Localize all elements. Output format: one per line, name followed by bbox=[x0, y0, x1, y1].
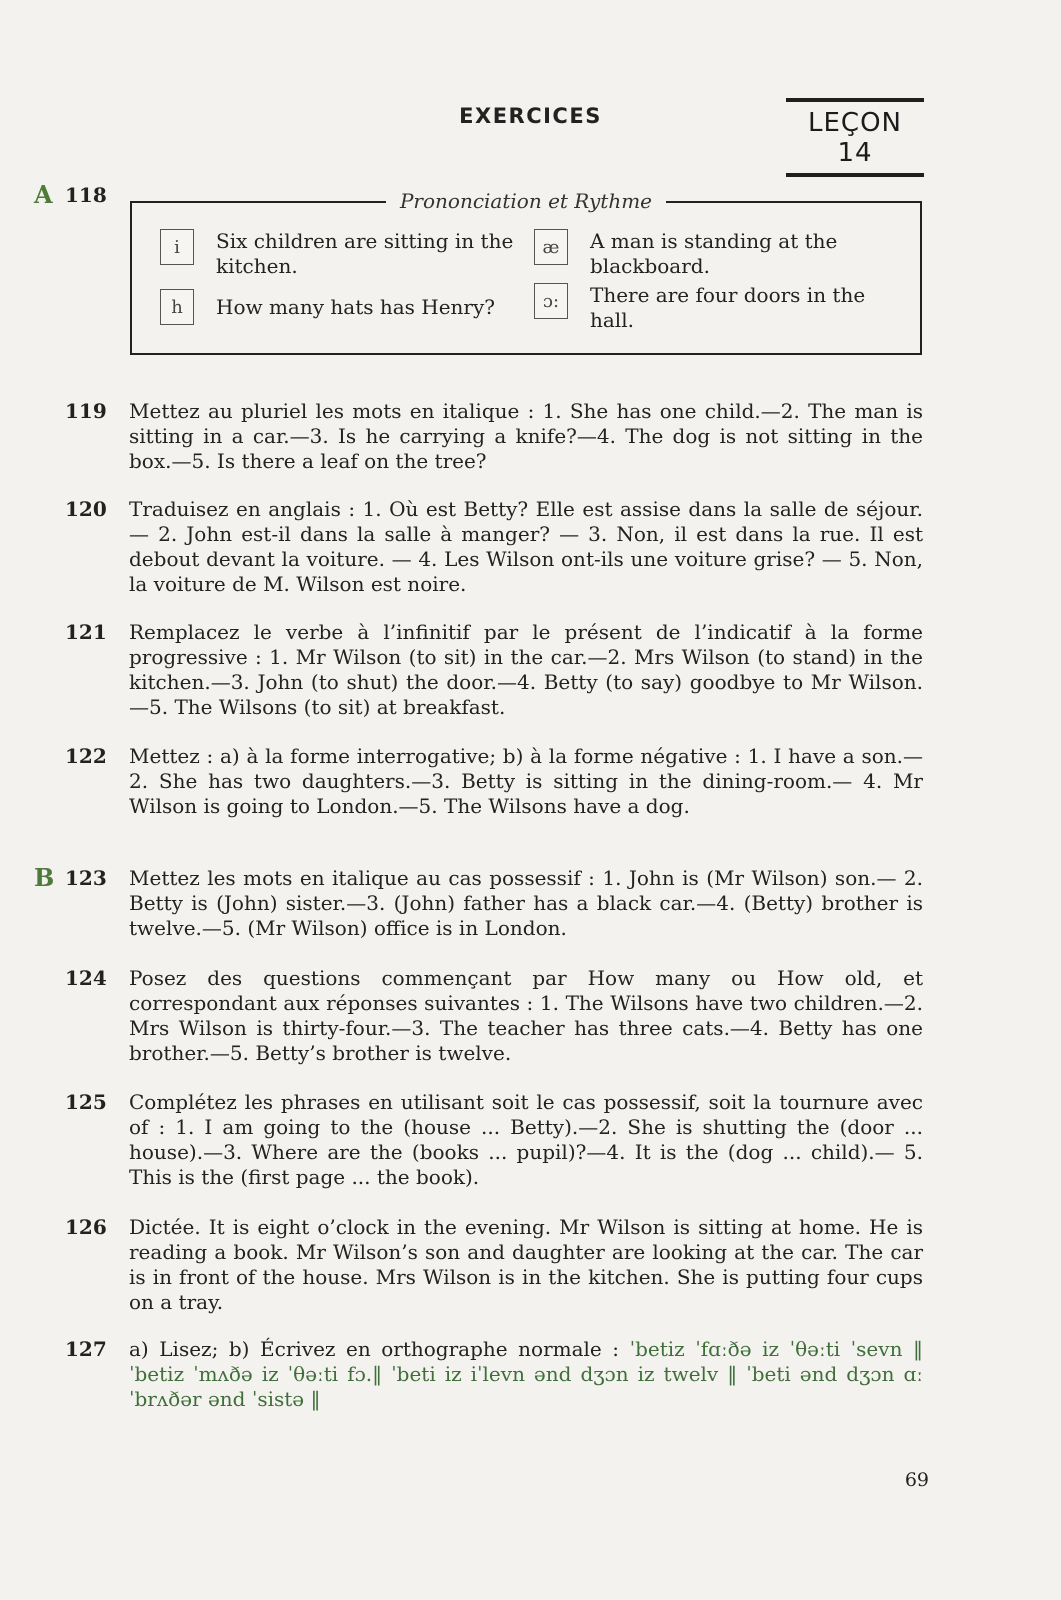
pronunciation-item bbox=[160, 289, 520, 325]
exercise-number-126: 126 bbox=[65, 1215, 107, 1239]
pronunciation-sentence: There are four doors in the hall. bbox=[590, 283, 866, 332]
exercise-number-125: 125 bbox=[65, 1090, 107, 1114]
pronunciation-sentence: How many hats has Henry? bbox=[216, 295, 496, 319]
phoneme-symbol: ɔ: bbox=[534, 283, 568, 319]
pronunciation-sentence: Six children are sitting in the kitchen. bbox=[216, 229, 514, 278]
pronunciation-item bbox=[160, 229, 520, 279]
exercise-127 bbox=[129, 1337, 923, 1412]
exercise-124: Posez des questions commençant par How many ou How old, et correspondant aux réponses suivantes : 1. The Wilsons have two children.—2. Mrs Wilson is thirty-four.—3. The teacher has three cats.—4. Betty has one brother.—5. Betty’s brother is twelve. bbox=[129, 966, 923, 1065]
phonetic-transcription: ˈbetiz ˈfɑːðə iz ˈθəːti ˈsevn ‖ ˈbetiz ˈmʌðə iz ˈθəːti fɔ.‖ ˈbeti iz iˈlevn ənd dʒɔn iz twelv ‖ ˈbeti ənd dʒɔn ɑː ˈbrʌðər ənd ˈsistə ‖ bbox=[129, 1337, 923, 1411]
exercise-number-127: 127 bbox=[65, 1337, 107, 1361]
exercise-number-124: 124 bbox=[65, 966, 107, 990]
exercise-127-instruction: a) Lisez; b) Écrivez en orthographe normale : bbox=[129, 1337, 620, 1361]
exercise-121: Remplacez le verbe à l’infinitif par le présent de l’indicatif à la forme progressive : 1. Mr Wilson (to sit) in the car.—2. Mrs Wilson (to stand) in the kitchen.—3. John (to shut) the door.—4. Betty (to say) goodbye to Mr Wilson.—5. The Wilsons (to sit) at breakfast. bbox=[129, 620, 923, 719]
exercise-number-120: 120 bbox=[65, 497, 107, 521]
exercise-number-119: 119 bbox=[65, 399, 107, 423]
exercise-122: Mettez : a) à la forme interrogative; b) à la forme négative : 1. I have a son.—2. She has two daughters.—3. Betty is sitting in the dining-room.— 4. Mr Wilson is going to London.—5. The Wilsons have a dog. bbox=[129, 744, 923, 818]
pronunciation-caption bbox=[132, 189, 920, 213]
pronunciation-item bbox=[534, 283, 904, 333]
phoneme-symbol: i bbox=[160, 229, 194, 265]
exercise-119: Mettez au pluriel les mots en italique : 1. She has one child.—2. The man is sitting in a car.—3. Is he carrying a knife?—4. The dog is not sitting in the box.—5. Is there a leaf on the tree? bbox=[129, 399, 923, 473]
exercise-120: Traduisez en anglais : 1. Où est Betty? Elle est assise dans la salle de séjour. — 2. John est-il dans la salle à manger? — 3. Non, il est dans la rue. Il est debout devant la voiture. — 4. Les Wilson ont-ils une voiture grise? — 5. Non, la voiture de M. Wilson est noire. bbox=[129, 497, 923, 596]
phoneme-symbol: æ bbox=[534, 229, 568, 265]
phoneme-symbol: h bbox=[160, 289, 194, 325]
exercise-123: Mettez les mots en italique au cas possessif : 1. John is (Mr Wilson) son.— 2. Betty is (John) sister.—3. (John) father has a black car.—4. (Betty) brother is twelve.—5. (Mr Wilson) office is in London. bbox=[129, 866, 923, 940]
exercise-125: Complétez les phrases en utilisant soit le cas possessif, soit la tournure avec of : 1. I am going to the (house ... Betty).—2. She is shutting the (door ... house).—3. Where are the (books ... pupil)?—4. It is the (dog ... child).— 5. This is the (first page ... the book). bbox=[129, 1090, 923, 1189]
pronunciation-caption-text: Prononciation et Rythme bbox=[386, 189, 666, 213]
section-b-marker: B bbox=[34, 863, 55, 892]
exercise-number-118: 118 bbox=[65, 183, 107, 207]
page-number: 69 bbox=[904, 1469, 929, 1491]
section-a-marker: A bbox=[34, 180, 53, 209]
page-header-title: EXERCICES bbox=[459, 104, 602, 128]
pronunciation-sentence: A man is standing at the blackboard. bbox=[590, 229, 838, 278]
exercise-number-121: 121 bbox=[65, 620, 107, 644]
exercise-126: Dictée. It is eight o’clock in the evening. Mr Wilson is sitting at home. He is reading a book. Mr Wilson’s son and daughter are looking at the car. The car is in front of the house. Mrs Wilson is in the kitchen. She is putting four cups on a tray. bbox=[129, 1215, 923, 1314]
exercise-number-122: 122 bbox=[65, 744, 107, 768]
exercise-number-123: 123 bbox=[65, 866, 107, 890]
lesson-label: LEÇON 14 bbox=[786, 98, 924, 177]
pronunciation-box bbox=[130, 189, 922, 355]
pronunciation-item bbox=[534, 229, 904, 279]
